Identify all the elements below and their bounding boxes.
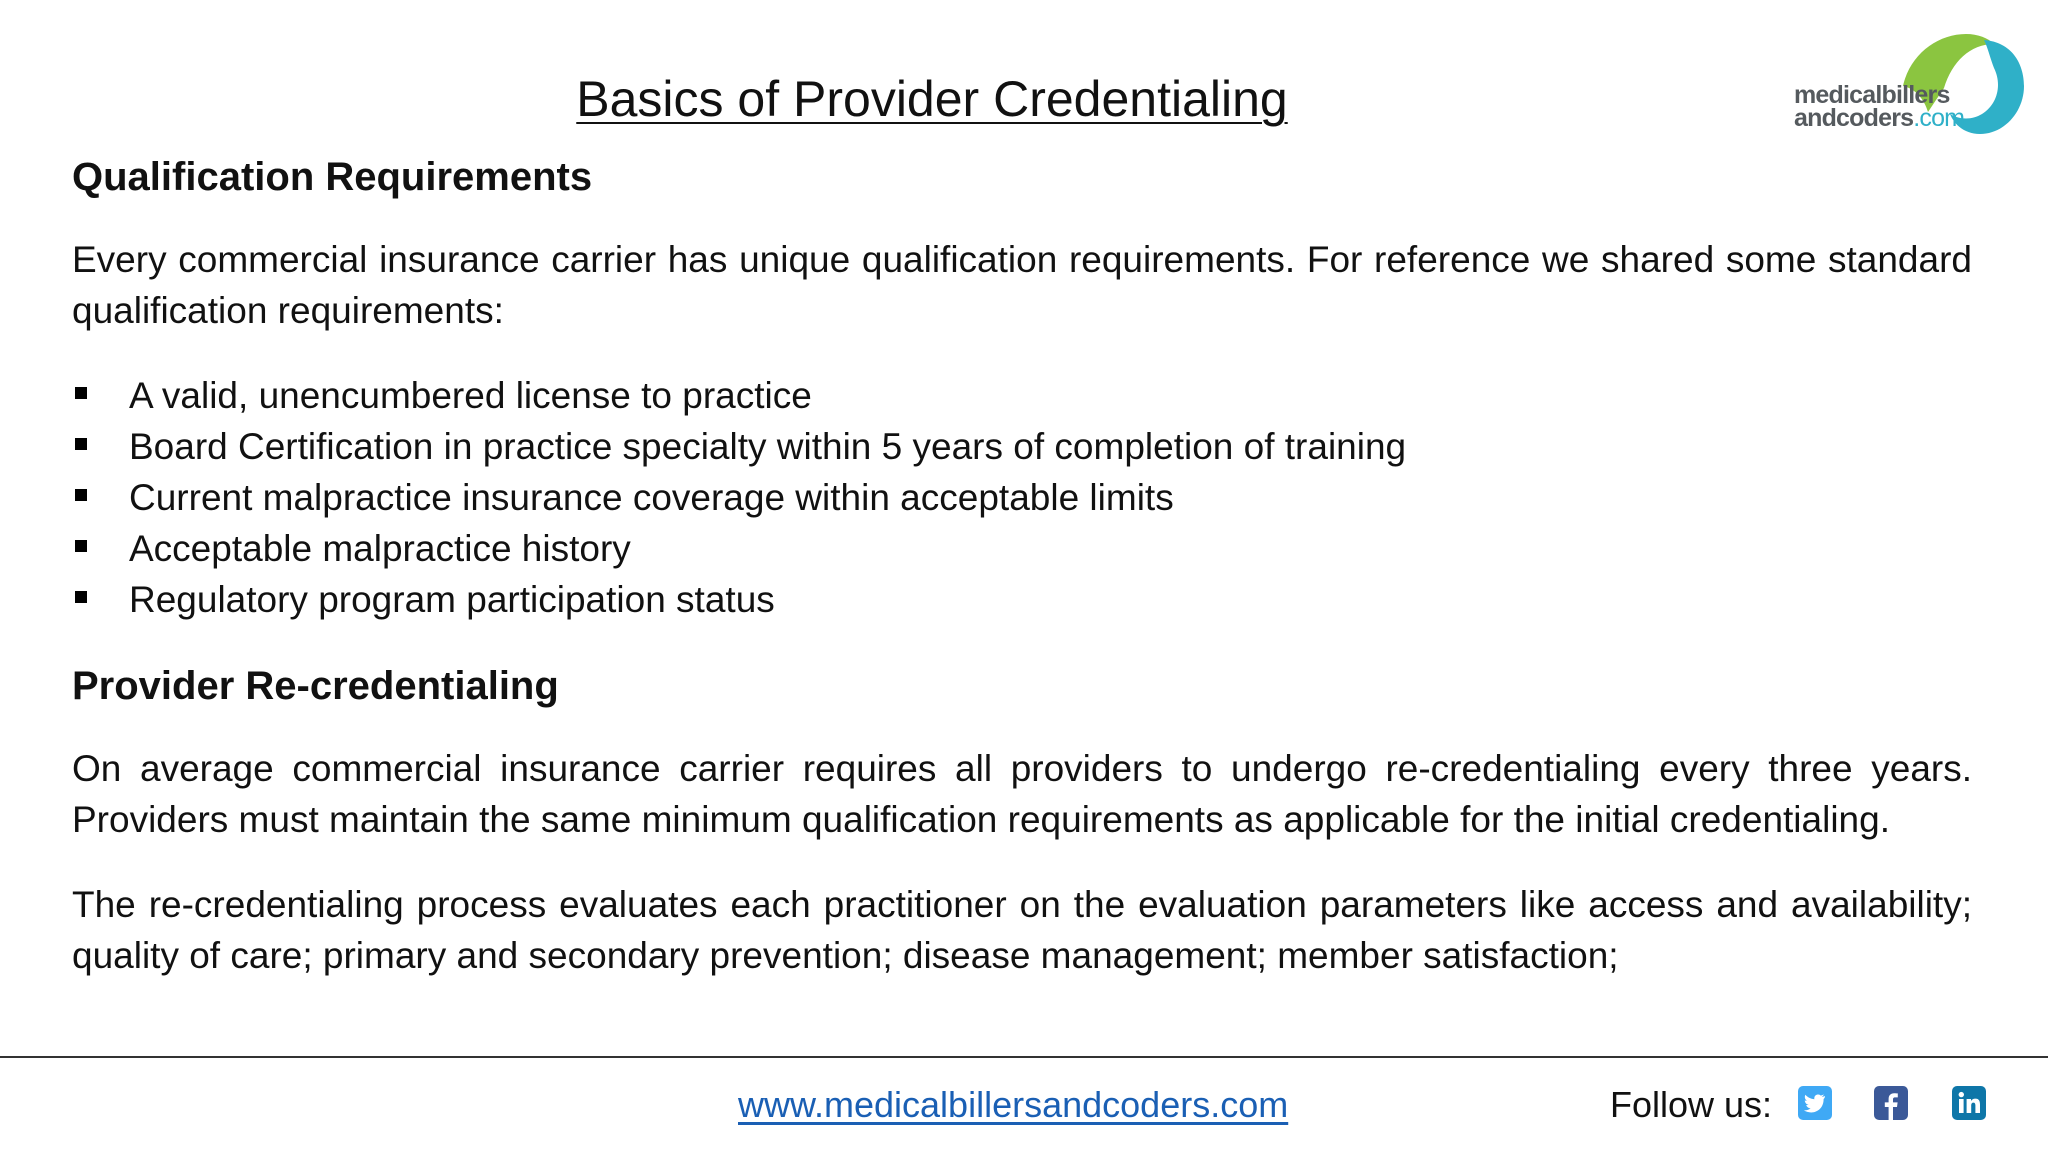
recredentialing-paragraph-2: The re-credentialing process evaluates each practitioner on the evaluation parameters like access and availability; quality of care; primary and secondary prevention; disease management; member satisfaction; xyxy=(72,884,1972,976)
square-bullet-icon xyxy=(75,438,87,450)
company-logo[interactable] xyxy=(1788,28,2028,140)
footer-divider xyxy=(0,1056,2048,1058)
facebook-icon[interactable] xyxy=(1874,1086,1908,1120)
linkedin-icon[interactable] xyxy=(1952,1086,1986,1120)
slide-body xyxy=(72,150,1972,1015)
square-bullet-icon xyxy=(75,540,87,552)
follow-us-label: Follow us: xyxy=(1610,1084,1773,1125)
logo-line-1: medicalbillers xyxy=(1794,81,1950,109)
square-bullet-icon xyxy=(75,591,87,603)
list-item: A valid, unencumbered license to practice xyxy=(72,370,1972,421)
logo-dotcom: .com xyxy=(1913,104,1965,132)
square-bullet-icon xyxy=(75,489,87,501)
qualification-intro: Every commercial insurance carrier has unique qualification requirements. For reference we shared some standard qualification requirements: xyxy=(72,239,1972,331)
website-link[interactable]: www.medicalbillersandcoders.com xyxy=(738,1084,1289,1125)
twitter-icon[interactable] xyxy=(1798,1086,1832,1120)
logo-line-2: andcoders xyxy=(1794,104,1914,132)
qualification-list xyxy=(72,370,1972,625)
qualification-heading: Qualification Requirements xyxy=(72,155,593,199)
square-bullet-icon xyxy=(75,387,87,399)
list-item: Regulatory program participation status xyxy=(72,574,1972,625)
list-item: Current malpractice insurance coverage within acceptable limits xyxy=(72,472,1972,523)
list-item: Board Certification in practice specialty within 5 years of completion of training xyxy=(72,421,1972,472)
logo-wordmark xyxy=(1794,81,1965,132)
list-item: Acceptable malpractice history xyxy=(72,523,1972,574)
slide-title: Basics of Provider Credentialing xyxy=(576,71,1288,127)
recredentialing-paragraph-1: On average commercial insurance carrier requires all providers to undergo re-credentialing every three years. Providers must maintain the same minimum qualification requirements as applicable for the initial credentialing. xyxy=(72,748,1972,840)
recredentialing-heading: Provider Re-credentialing xyxy=(72,664,559,708)
